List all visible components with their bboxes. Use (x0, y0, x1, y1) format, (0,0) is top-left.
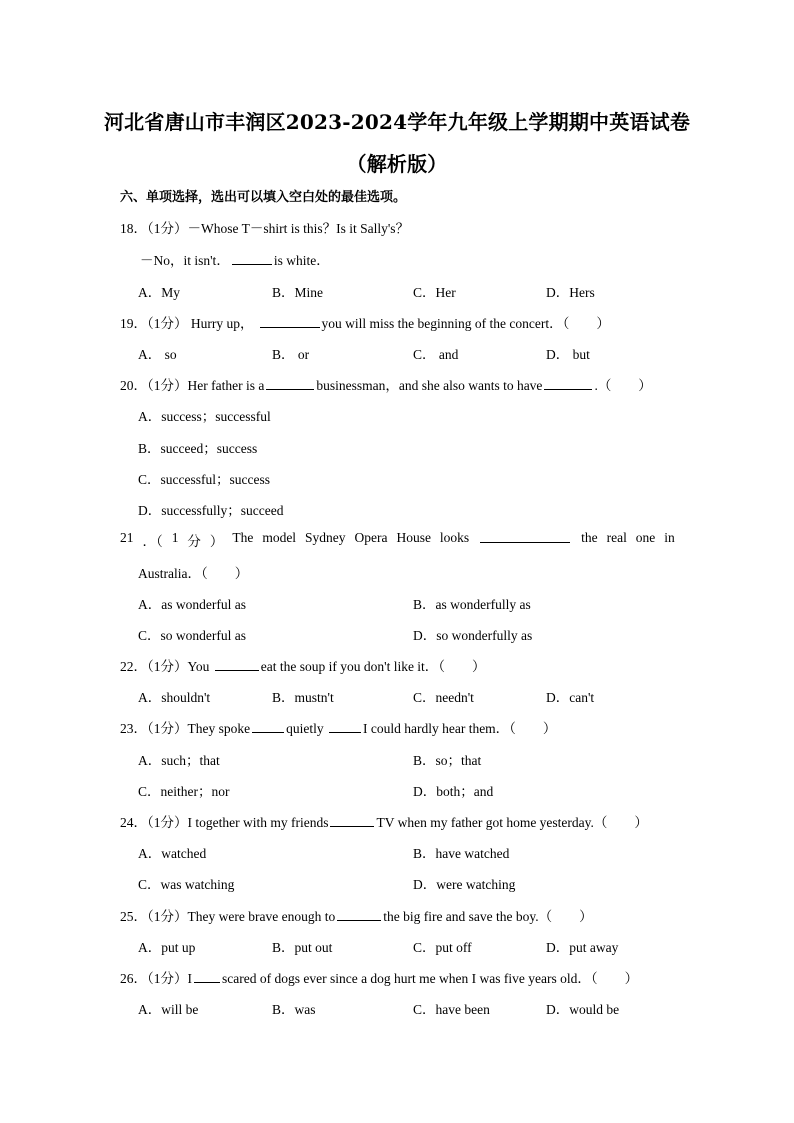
answer-blank (215, 658, 259, 671)
question-stem: I together with my friends (187, 815, 329, 830)
option-a: A．watched (138, 846, 207, 861)
stem-word: the (581, 530, 598, 545)
option-a: A．such；that (138, 753, 220, 768)
question-stem: Hurry up， (187, 316, 254, 331)
option-b: B．have watched (413, 846, 510, 861)
option-a: A．put up (138, 940, 196, 955)
question-21-line2: Australia．（ ） (138, 566, 249, 581)
question-stem: quietly (286, 721, 327, 736)
option-a: A．as wonderful as (138, 597, 246, 612)
page-subtitle: （解析版） (346, 152, 448, 176)
question-number: 19．（1分） (120, 316, 188, 331)
option-c: C．Her (413, 285, 456, 300)
question-stem: I could hardly hear them．（ ） (362, 721, 557, 736)
option-a: A． so (138, 347, 177, 362)
answer-blank (337, 908, 381, 921)
question-stem: scared of dogs ever since a dog hurt me when I was five years old．（ ） (222, 971, 639, 986)
question-stem: I (187, 971, 192, 986)
question-22 (120, 655, 486, 675)
option-d: D．Hers (546, 285, 595, 300)
option-b: B． or (272, 347, 310, 362)
question-stem: They were brave enough to (187, 909, 336, 924)
answer-blank (544, 377, 592, 390)
question-stem: businessman，and she also wants to have (316, 378, 543, 393)
option-a: A．shouldn't (138, 690, 211, 705)
section-heading: 六、单项选择，选出可以填入空白处的最佳选项。 (120, 190, 407, 205)
question-21 (120, 530, 675, 550)
question-number: 26．（1分） (120, 971, 188, 986)
option-d: D．were watching (413, 877, 516, 892)
question-number: 20．（1分） (120, 378, 188, 393)
option-c: C．successful；success (138, 472, 270, 487)
question-stem: you will miss the beginning of the concert．（ ） (321, 316, 610, 331)
question-stem: TV when my father got home yesterday.（ ） (376, 815, 648, 830)
answer-blank (266, 377, 314, 390)
question-23 (120, 717, 556, 737)
question-24 (120, 811, 648, 831)
dialogue-text: －No，it isn't． (140, 253, 230, 268)
stem-word: one (635, 530, 656, 545)
option-c: C．neither；nor (138, 784, 230, 799)
question-number: 23．（1分） (120, 721, 188, 736)
question-number: ．（ (142, 534, 163, 549)
question-20 (120, 374, 652, 394)
stem-word: model (262, 530, 297, 545)
question-stem: .（ ） (594, 378, 652, 393)
question-stem: eat the soup if you don't like it．（ ） (260, 659, 486, 674)
answer-blank (232, 252, 272, 265)
option-c: C．put off (413, 940, 472, 955)
option-c: C．have been (413, 1002, 490, 1017)
question-26 (120, 967, 638, 987)
stem-word: Sydney (305, 530, 346, 545)
stem-word: House (396, 530, 431, 545)
stem-word: Opera (354, 530, 388, 545)
option-c: C．so wonderful as (138, 628, 246, 643)
answer-blank (480, 530, 570, 543)
option-d: D．so wonderfully as (413, 628, 533, 643)
option-c: C． and (413, 347, 459, 362)
answer-blank (330, 814, 374, 827)
answer-blank (329, 720, 361, 733)
stem-word: The (232, 530, 254, 545)
option-b: B．mustn't (272, 690, 334, 705)
question-number: 18．（1分） (120, 221, 188, 236)
question-number: 22．（1分） (120, 659, 188, 674)
question-number: 25．（1分） (120, 909, 188, 924)
option-a: A．success；successful (138, 409, 271, 424)
stem-word: real (606, 530, 627, 545)
question-stem: Her father is a (187, 378, 265, 393)
option-b: B．so；that (413, 753, 482, 768)
option-b: B．as wonderfully as (413, 597, 531, 612)
question-25 (120, 905, 593, 925)
question-number: 21 (120, 530, 134, 545)
question-stem: the big fire and save the boy.（ ） (383, 909, 593, 924)
option-b: B．was (272, 1002, 316, 1017)
dialogue-text: is white． (273, 253, 330, 268)
question-stem: －Whose T－shirt is this？Is it Sally's？ (187, 221, 410, 236)
option-b: B．put out (272, 940, 333, 955)
question-number: 分 (187, 534, 201, 549)
answer-blank (260, 315, 320, 328)
stem-word: looks (439, 530, 470, 545)
option-d: D．would be (546, 1002, 620, 1017)
question-stem: You (187, 659, 213, 674)
option-b: B．Mine (272, 285, 324, 300)
answer-blank (194, 970, 220, 983)
question-number: ） (209, 534, 224, 549)
option-c: C．was watching (138, 877, 235, 892)
option-c: C．needn't (413, 690, 474, 705)
stem-word: in (664, 530, 675, 545)
question-18-line2 (140, 249, 330, 269)
option-d: D．successfully；succeed (138, 503, 284, 518)
option-d: D．can't (546, 690, 595, 705)
option-a: A．will be (138, 1002, 199, 1017)
page-title: 河北省唐山市丰润区2023-2024学年九年级上学期期中英语试卷 (103, 110, 691, 134)
question-19 (120, 312, 610, 332)
option-d: D．both；and (413, 784, 494, 799)
question-18 (120, 217, 409, 237)
option-d: D．put away (546, 940, 619, 955)
option-a: A．My (138, 285, 181, 300)
question-number: 24．（1分） (120, 815, 188, 830)
answer-blank (252, 720, 284, 733)
option-d: D． but (546, 347, 590, 362)
question-stem: They spoke (187, 721, 251, 736)
option-b: B．succeed；success (138, 441, 258, 456)
question-number: 1 (171, 530, 179, 545)
